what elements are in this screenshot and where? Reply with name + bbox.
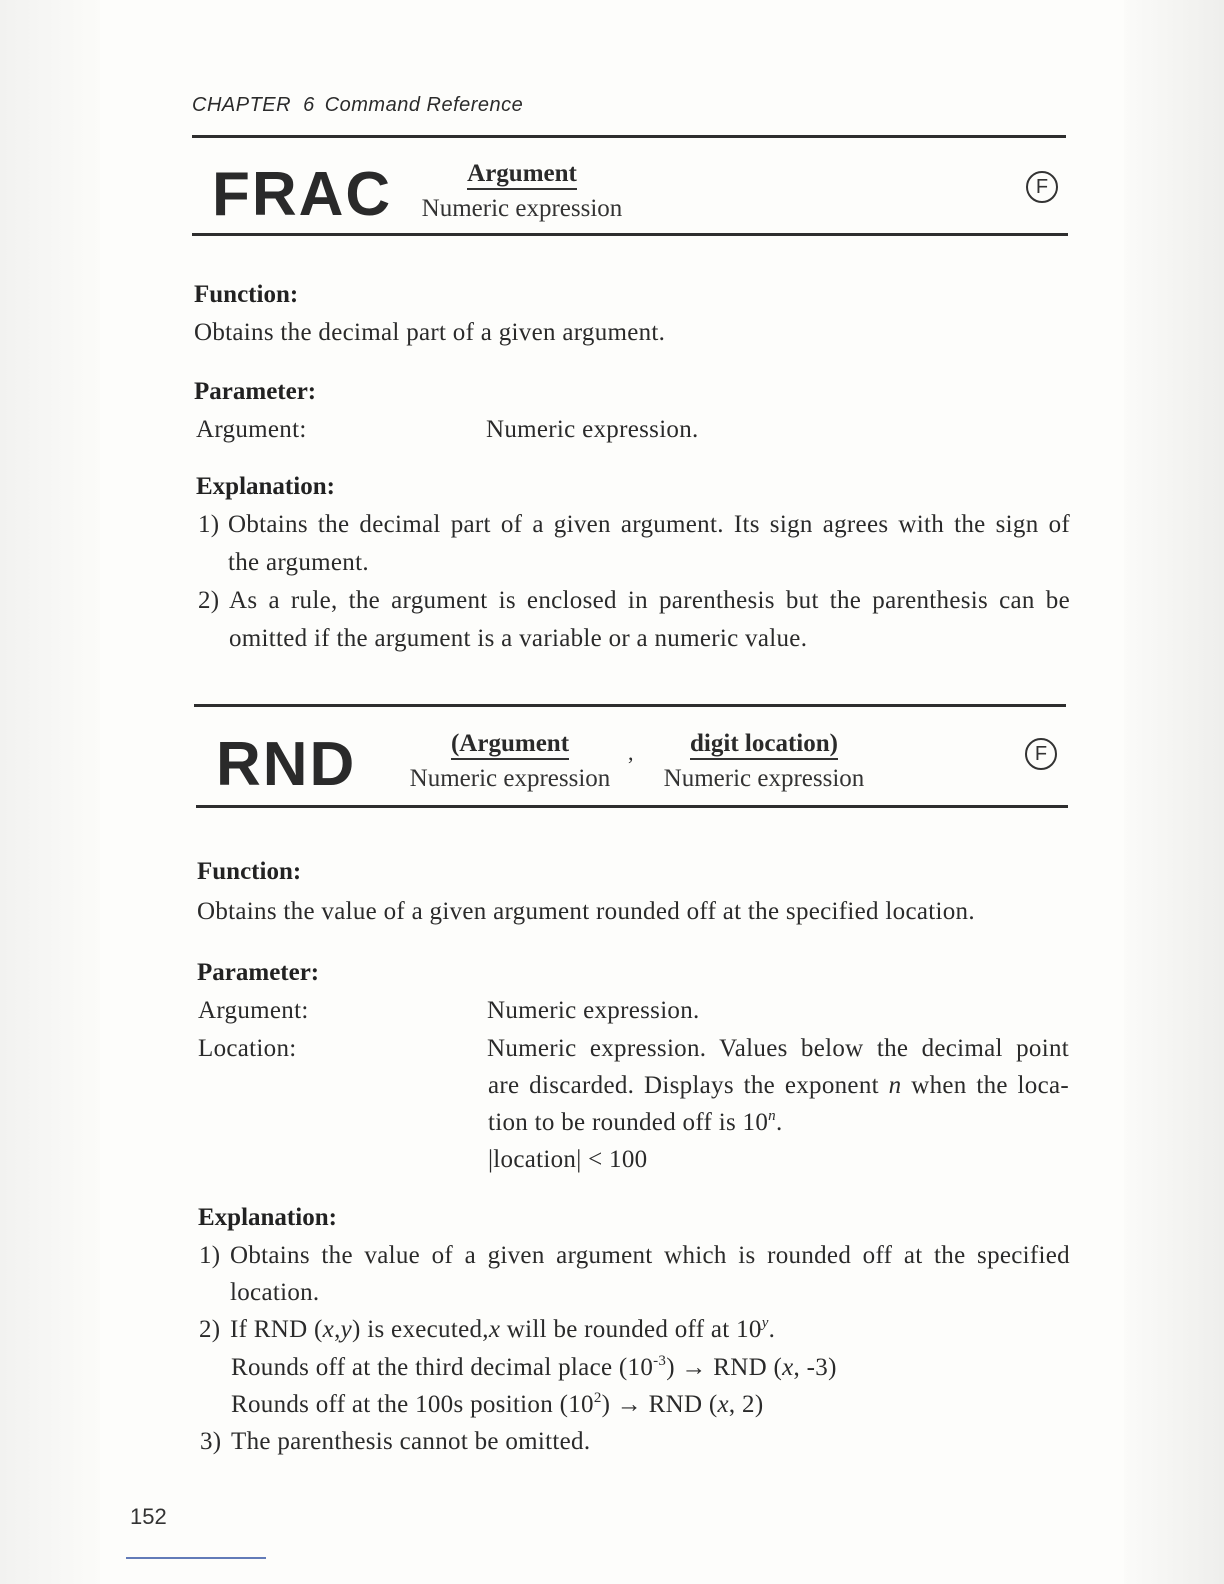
rnd-param2-line3-sup: n: [768, 1108, 776, 1124]
rnd-param2-line1: Numeric expression. Values below the decimal point: [487, 1035, 1069, 1062]
frac-param-label: Argument:: [196, 416, 307, 443]
rnd-exp1-line2: location.: [230, 1279, 320, 1306]
rnd-exp2-var-x2: x: [488, 1316, 501, 1343]
chapter-label: CHAPTER: [192, 94, 292, 116]
frac-exp1-number: 1): [198, 511, 220, 538]
rnd-exp2-text-a: If RND (: [230, 1316, 323, 1343]
function-mark-icon: F: [1026, 171, 1058, 203]
rnd-exp2-var-y: y: [340, 1316, 353, 1343]
rnd-param2-label: Location:: [198, 1035, 297, 1062]
rnd-exp1-line1: Obtains the value of a given argument which is rounded off at the specified: [230, 1242, 1070, 1269]
rnd-param2-line2-end: when the loca-: [911, 1072, 1069, 1099]
rnd-param2-line3-start: tion to be rounded off is 10: [488, 1109, 769, 1136]
rnd-exp3-text: The parenthesis cannot be omitted.: [231, 1428, 591, 1455]
rnd-exp2-line2: [231, 1355, 837, 1380]
rnd-exp2-number: 2): [199, 1316, 221, 1343]
rnd-exp2-line2-a: Rounds off at the third decimal place (10: [231, 1354, 654, 1381]
rnd-bottom-rule: [196, 805, 1068, 808]
rnd-exp2-text-d: .: [768, 1316, 776, 1343]
frac-argument-block: [416, 161, 628, 221]
frac-bottom-rule: [192, 233, 1068, 236]
rnd-exp2-line2-x: x: [782, 1354, 794, 1381]
rnd-arg1-block: [402, 731, 618, 791]
rnd-arg1-title: (Argument: [451, 731, 569, 760]
rnd-arg2-block: [656, 731, 872, 791]
rnd-exp2-line3-c: , 2): [728, 1391, 764, 1418]
rnd-param2-line3: [488, 1110, 783, 1135]
frac-argument-title: Argument: [467, 161, 577, 190]
rnd-top-rule: [194, 704, 1066, 707]
page-edge-right: [1124, 0, 1224, 1584]
frac-function-text: Obtains the decimal part of a given argument.: [194, 319, 666, 346]
rnd-exp2-line1: [230, 1317, 775, 1342]
rnd-exp3-number: 3): [200, 1428, 222, 1455]
frac-exp2-number: 2): [198, 587, 220, 614]
rnd-command-name: RND: [216, 730, 357, 799]
frac-exp2-line1: As a rule, the argument is enclosed in parenthesis but the parenthesis can be: [229, 587, 1070, 614]
frac-parameter-heading: Parameter:: [194, 378, 317, 405]
frac-exp1-line2: the argument.: [228, 549, 369, 576]
rnd-exp2-line2-b: ) → RND (: [666, 1354, 783, 1381]
page-number: 152: [130, 1504, 167, 1529]
frac-function-heading: Function:: [194, 281, 299, 308]
page-edge-left: [0, 0, 100, 1584]
rnd-function-heading: Function:: [197, 858, 302, 885]
rnd-arg-separator: ,: [628, 740, 634, 765]
frac-param-value: Numeric expression.: [486, 416, 699, 443]
frac-top-rule: [192, 135, 1066, 138]
rnd-exp2-line2-sup: -3: [653, 1353, 667, 1369]
rnd-exp2-line3: [231, 1392, 763, 1417]
rnd-exp2-text-b: ) is executed,: [352, 1316, 489, 1343]
rnd-exp1-number: 1): [199, 1242, 221, 1269]
function-mark-icon: F: [1025, 738, 1057, 770]
rnd-param1-value: Numeric expression.: [487, 997, 700, 1024]
rnd-param2-line2: [488, 1073, 1069, 1098]
rnd-exp2-line3-x: x: [717, 1391, 729, 1418]
rnd-arg1-type: Numeric expression: [409, 765, 611, 792]
rnd-arg2-title: digit location): [690, 731, 838, 760]
rnd-param2-line4: |location| < 100: [488, 1146, 648, 1173]
frac-explanation-heading: Explanation:: [196, 473, 335, 500]
rnd-param2-exponent-var: n: [888, 1072, 902, 1099]
bottom-edge-mark: [126, 1557, 266, 1559]
rnd-exp2-line2-c: , -3): [793, 1354, 837, 1381]
frac-exp1-line1: Obtains the decimal part of a given argument. Its sign agrees with the sign of: [228, 511, 1070, 538]
frac-exp2-line2: omitted if the argument is a variable or a numeric value.: [229, 625, 808, 652]
chapter-title: Command Reference: [324, 94, 524, 116]
chapter-number: 6: [303, 94, 315, 116]
rnd-exp2-line3-a: Rounds off at the 100s position (10: [231, 1391, 594, 1418]
rnd-exp2-sup: y: [761, 1315, 769, 1331]
rnd-parameter-heading: Parameter:: [197, 959, 320, 986]
rnd-arg2-type: Numeric expression: [663, 765, 865, 792]
rnd-exp2-text-c: will be rounded off at 10: [506, 1316, 762, 1343]
frac-argument-type: Numeric expression: [421, 195, 623, 222]
chapter-header: [192, 94, 523, 117]
frac-command-name: FRAC: [212, 160, 393, 229]
rnd-param2-line2-start: are discarded. Displays the exponent: [488, 1072, 879, 1099]
rnd-exp2-line3-sup: 2: [593, 1390, 602, 1406]
rnd-param2-line3-end: .: [775, 1109, 783, 1136]
rnd-exp2-line3-b: ) → RND (: [601, 1391, 718, 1418]
rnd-explanation-heading: Explanation:: [198, 1204, 337, 1231]
rnd-function-text: Obtains the value of a given argument rounded off at the specified location.: [197, 898, 975, 925]
rnd-exp2-var-x: x: [322, 1316, 335, 1343]
rnd-exp2-comma: ,: [334, 1316, 341, 1343]
rnd-param1-label: Argument:: [198, 997, 309, 1024]
